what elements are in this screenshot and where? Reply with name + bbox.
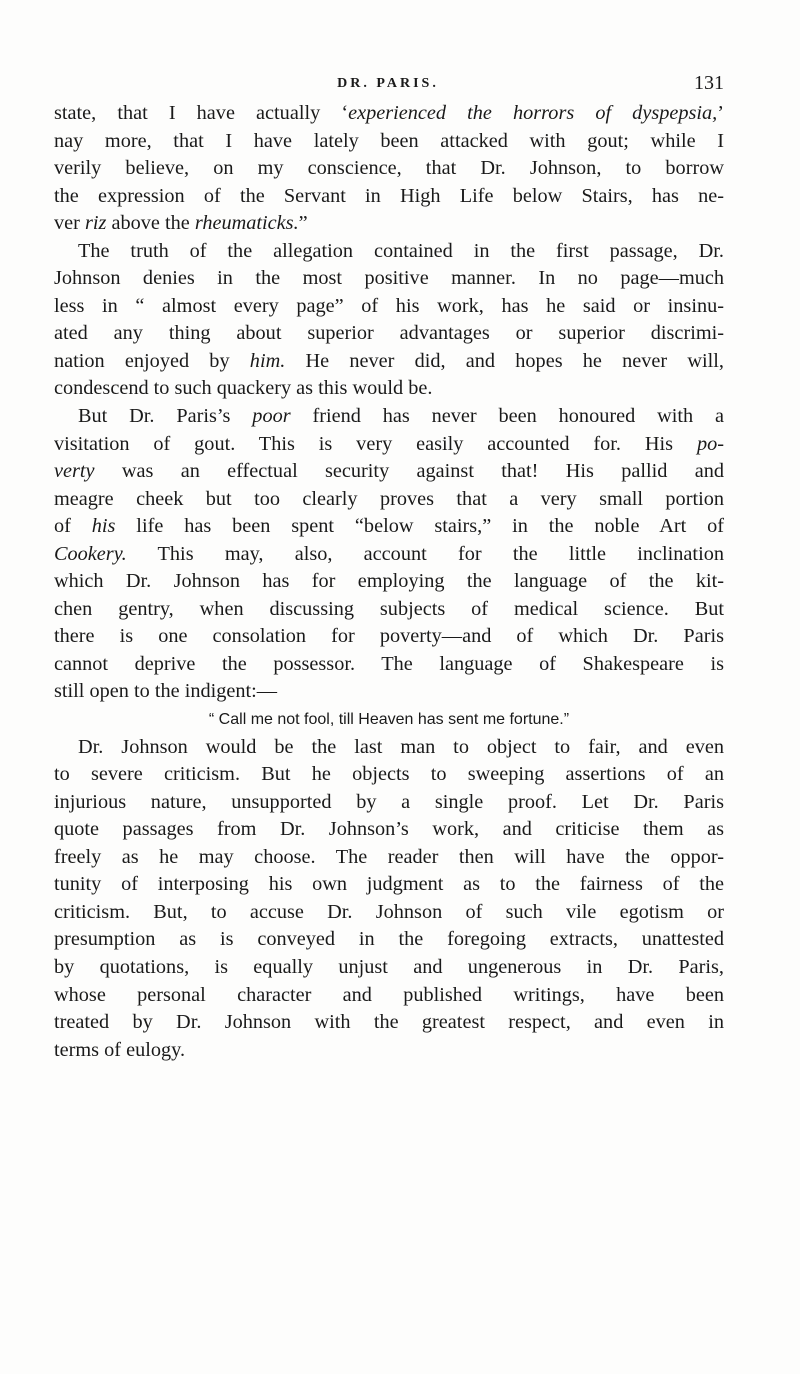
italic-text: riz: [84, 212, 107, 235]
paragraph: [54, 403, 724, 706]
text-line: which Dr. Johnson has for employing the language of the kit-: [54, 570, 724, 593]
text-line: to severe criticism. But he objects to sweeping assertions of an: [54, 763, 724, 786]
text-line: The truth of the allegation contained in the first passage, Dr.: [78, 239, 724, 262]
text-line: nation enjoyed by him. He never did, and hopes he never will,: [54, 349, 725, 372]
italic-text: rheumaticks.: [194, 212, 299, 235]
text-line: Johnson denies in the most positive manner. In no page—much: [54, 267, 724, 290]
text-line: tunity of interposing his own judgment as to the fairness of the: [54, 873, 724, 896]
text-line: condescend to such quackery as this would be.: [54, 377, 433, 400]
text-line: chen gentry, when discussing subjects of medical science. But: [54, 597, 724, 620]
text-line: nay more, that I have lately been attacked with gout; while I: [54, 129, 724, 152]
page-number: 131: [694, 72, 724, 94]
text-line: visitation of gout. This is very easily accounted for. His po-: [54, 432, 724, 455]
text-line: the expression of the Servant in High Life below Stairs, has ne-: [54, 184, 724, 207]
paragraph-group: [54, 100, 724, 706]
text-line: quote passages from Dr. Johnson’s work, and criticise them as: [54, 818, 724, 841]
text-line: ated any thing about superior advantages or superior discrimi-: [54, 322, 724, 345]
italic-text: his: [91, 515, 116, 538]
verse-quotation: “ Call me not fool, till Heaven has sent me fortune.”: [208, 711, 570, 729]
italic-text: him.: [249, 349, 286, 372]
running-head: [52, 72, 724, 102]
text-line: by quotations, is equally unjust and ungenerous in Dr. Paris,: [54, 955, 724, 978]
italic-text: poor: [252, 405, 291, 428]
text-line: less in “ almost every page” of his work, has he said or insinu-: [54, 294, 724, 317]
text-line: But Dr. Paris’s poor friend has never been honoured with a: [78, 405, 724, 428]
text-line: cannot deprive the possessor. The language of Shakespeare is: [54, 652, 724, 675]
text-line: criticism. But, to accuse Dr. Johnson of such vile egotism or: [54, 900, 724, 923]
running-title: DR. PARIS.: [337, 76, 439, 91]
text-line: verty was an effectual security against that! His pallid and: [54, 460, 724, 483]
paragraph-group: [54, 734, 724, 1065]
paragraph: [54, 100, 724, 238]
paragraph: [54, 734, 724, 1065]
text-line: freely as he may choose. The reader then will have the oppor-: [54, 845, 724, 868]
text-line: whose personal character and published writings, have been: [54, 983, 724, 1006]
body-text: [54, 100, 724, 1064]
text-line: presumption as is conveyed in the foregoing extracts, unattested: [54, 928, 724, 951]
text-line: still open to the indigent:—: [54, 680, 278, 703]
italic-text: experienced the horrors of dyspepsia,: [348, 102, 718, 124]
text-line: treated by Dr. Johnson with the greatest respect, and even in: [54, 1011, 724, 1034]
text-line: of his life has been spent “below stairs,” in the noble Art of: [54, 515, 724, 538]
paragraph: [54, 238, 724, 403]
text-line: state, that I have actually ‘experienced the horrors of dyspepsia,’: [54, 102, 725, 124]
text-line: verily believe, on my conscience, that Dr. Johnson, to borrow: [54, 157, 724, 180]
italic-text: Cookery.: [54, 542, 127, 565]
text-line: there is one consolation for poverty—and of which Dr. Paris: [54, 625, 724, 648]
italic-text: verty: [54, 460, 95, 483]
text-line: meagre cheek but too clearly proves that a very small portion: [54, 487, 724, 510]
text-line: ver riz above the rheumaticks.”: [54, 212, 308, 235]
text-line: terms of eulogy.: [54, 1038, 186, 1061]
text-line: injurious nature, unsupported by a single proof. Let Dr. Paris: [54, 790, 724, 813]
text-line: Dr. Johnson would be the last man to object to fair, and even: [78, 735, 724, 758]
italic-text: po-: [696, 432, 724, 455]
text-line: Cookery. This may, also, account for the little inclination: [54, 542, 724, 565]
